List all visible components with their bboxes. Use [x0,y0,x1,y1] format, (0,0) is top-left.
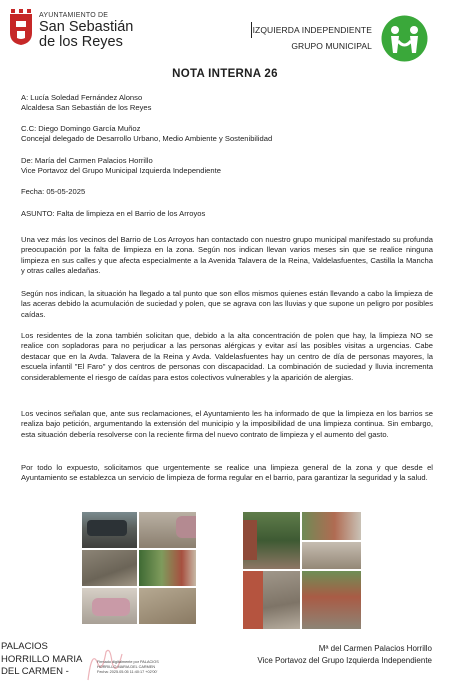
party-name: IZQUIERDA INDEPENDIENTE [251,22,372,38]
photo-trees-building [139,550,196,586]
footer-signature-block [257,643,432,667]
photo-debris-corner [243,571,300,629]
photo-tree-lined-street [243,512,300,569]
city-name-line2: de los Reyes [39,34,123,50]
photo-collage-right [243,512,361,629]
ayuntamiento-logo [8,6,148,58]
photo-street-view [302,571,361,629]
addressee-block [21,93,433,114]
cc-block [21,124,433,145]
paragraph-2: Según nos indican, la situación ha llegado a tal punto que son ellos mismos quienes están llevando a cabo la limpieza de las aceras debido la acumulación de suciedad y polen, que se agrava con las lluvias y que supone un peligro por posibles caídas. [21,289,433,319]
photo-building-facade [302,512,361,540]
party-group: GRUPO MUNICIPAL [291,41,372,51]
coat-of-arms-icon [8,9,34,45]
photo-street-car [82,512,137,548]
paragraph-1: Una vez más los vecinos del Barrio de Los Arroyos han contactado con nuestro grupo municipal manifestado su profunda preocupación por la falta de limpieza en la zona. Según nos indican llevan varios meses sin que se realice ninguna limpieza en sus calles y que afecta especialmente a la Avenida Talavera de la Reina, Valdelasfuentes, Castilla la Mancha y otras calles aledañas. [21,235,433,276]
footer-role: Vice Portavoz del Grupo Izquierda Independiente [257,656,432,665]
subject-line: ASUNTO: Falta de limpieza en el Barrio de los Arroyos [21,209,206,218]
from-block [21,156,433,177]
addressee-name: A: Lucía Soledad Fernández Alonso [21,93,143,102]
digital-signature-stamp [97,660,159,675]
photo-sidewalk-car [139,512,196,548]
from-role: Vice Portavoz del Grupo Municipal Izquierda Independiente [21,166,221,176]
paragraph-4: Los vecinos señalan que, ante sus reclamaciones, el Ayuntamiento les ha informado de que la limpieza en los barrios se realiza bajo petición, argumentando la extensión del municipio y la imposibilidad de una limpieza continua. Sin embargo, esta situación debería resolverse con la reciente firma del nuevo contrato de limpieza y el aumento del gasto. [21,409,433,439]
photo-dirty-pavement [82,550,137,586]
addressee-role: Alcaldesa San Sebastián de los Reyes [21,103,152,113]
photo-paved-path [302,542,361,569]
page-title: NOTA INTERNA 26 [172,68,278,80]
photo-collage-left [82,512,196,624]
photo-parked-car [82,588,137,624]
date-line: Fecha: 05-05-2025 [21,187,86,196]
party-heading [251,22,372,54]
from-name: De: María del Carmen Palacios Horrillo [21,156,153,165]
paragraph-5: Por todo lo expuesto, solicitamos que urgentemente se realice una limpieza general de la zona y que desde el Ayuntamiento se establezca un servicio de limpieza de forma regular en el barrio, para garantizar la seguridad y la salud. [21,463,433,483]
digital-signature-date: Fecha: 2025.05.05 11:40:17 +02'00' [97,670,158,674]
paragraph-3: Los residentes de la zona también solicitan que, debido a la alta concentración de polen que hay, la limpieza NO se realice con sopladoras para no perjudicar a las personas alérgicas y evitar así las posibles visitas a urgencias. Cabe destacar que en la Avda. Talavera de la Reina y Avda. Valdelasfuentes hay un centro de día de personas mayores, la escuela infantil "El Faro" y dos centros de personas con discapacidad. La combinación de suciedad y lluvia incrementa considerablemente el riesgo de caídas para estos colectivos vulnerables y la aparición de alergias. [21,331,433,382]
signer-name [1,641,82,679]
ayuntamiento-label: AYUNTAMIENTO DE [39,12,109,19]
digital-signature-line2: HORRILLO MARIA DEL CARMEN [97,665,156,669]
footer-name: Mª del Carmen Palacios Horrillo [318,644,432,653]
signer-name-line1: PALACIOS [1,641,48,652]
cc-role: Concejal delegado de Desarrollo Urbano, Medio Ambiente y Sostenibilidad [21,134,273,144]
cc-name: C.C: Diego Domingo García Muñoz [21,124,141,133]
city-name [39,20,133,50]
signer-name-line2: HORRILLO MARIA [1,653,83,665]
city-name-line1: San Sebastián [39,19,134,35]
party-logo-icon [381,15,428,62]
digital-signature-line1: Firmado digitalmente por PALACIOS [97,660,159,664]
signer-name-line3: DEL CARMEN - [1,666,69,677]
photo-leaves-sidewalk [139,588,196,624]
